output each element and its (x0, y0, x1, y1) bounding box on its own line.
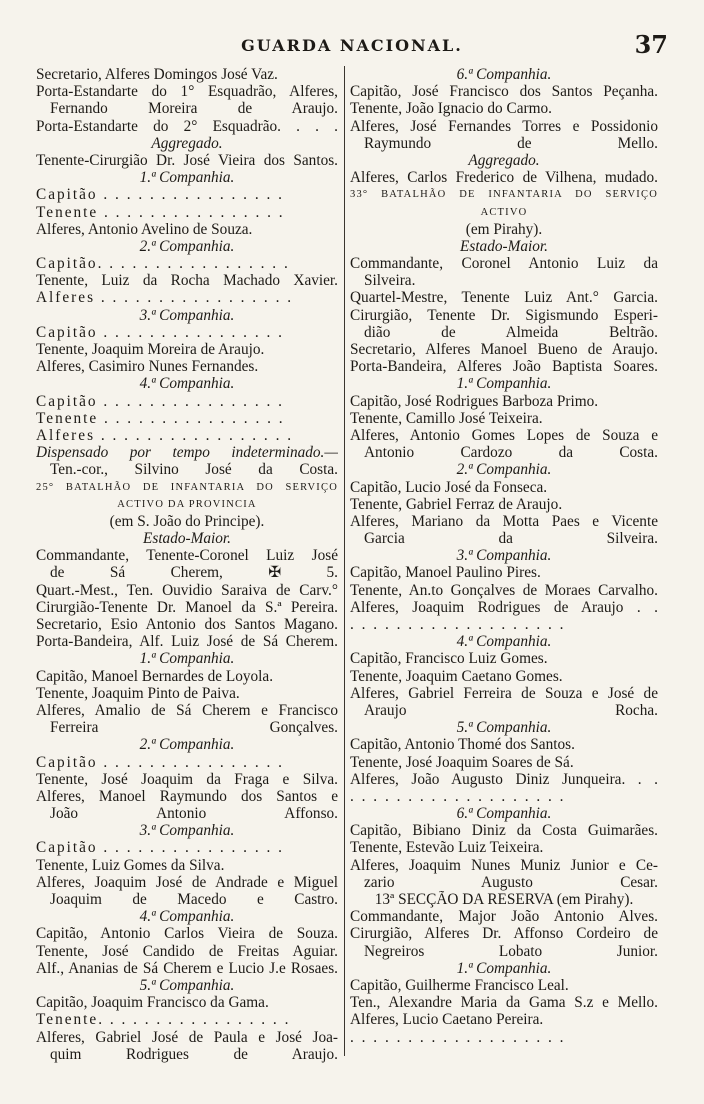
text-line: Alferes, Antonio Avelino de Souza. (36, 220, 253, 238)
text-line: Tenente . . . . . . . . . . . . . . . . (36, 409, 285, 427)
text-line: Raymundo de Mello. (364, 134, 658, 152)
text-line: Capitão, Lucio José da Fonseca. (350, 478, 548, 496)
text-line: Porta-Estandarte do 1° Esquadrão, Alferes, (36, 83, 338, 101)
text-line: Antonio Cardozo da Costa. (364, 444, 658, 462)
text-line: Tenente . . . . . . . . . . . . . . . . (36, 203, 285, 221)
text-line: Capitão, Manoel Bernardes de Loyola. (36, 667, 274, 685)
text-line: Tenente, José Candido de Freitas Aguiar. (36, 942, 338, 960)
text-line: Tenente, Joaquim Moreira de Araujo. (36, 341, 265, 358)
section-heading: 1.ª Companhia. (139, 650, 235, 668)
text-line: Capitão. . . . . . . . . . . . . . . . . (36, 255, 290, 273)
section-heading: 3.ª Companhia. (139, 306, 235, 324)
text-line: Ten., Alexandre Maria da Gama S.z e Mello. (350, 994, 658, 1012)
text-line: 33° BATALHÃO DE INFANTARIA DO SERVIÇO (350, 189, 658, 201)
text-line: Alferes, Antonio Gomes Lopes de Souza e (350, 426, 658, 444)
text-line: Alferes, João Augusto Diniz Junqueira. . . (350, 770, 658, 788)
text-line: Tenente. . . . . . . . . . . . . . . . . (36, 1011, 291, 1029)
section-heading: 1.ª Companhia. (456, 375, 552, 393)
text-line: Silveira. (364, 272, 416, 290)
text-line: Quartel-Mestre, Tenente Luiz Ant.° Garcia. (350, 289, 658, 307)
text-line: (em Pirahy). (465, 220, 543, 238)
text-line: Cirurgião, Alferes Dr. Affonso Cordeiro de (350, 925, 658, 943)
text-line: Tenente, João Ignacio do Carmo. (350, 100, 552, 118)
text-line: Capitão . . . . . . . . . . . . . . . . (36, 323, 284, 341)
section-heading: 2.ª Companhia. (139, 736, 235, 754)
text-line: 25° BATALHÃO DE INFANTARIA DO SERVIÇO (36, 481, 338, 493)
section-heading: Aggregado. (151, 134, 223, 152)
running-head: GUARDA NACIONAL. (241, 36, 463, 55)
text-line: (em S. João do Principe). (109, 512, 265, 530)
text-line: Alferes, Amalio de Sá Cherem e Francisco (36, 701, 338, 719)
text-line: Joaquim de Macedo e Castro. (50, 891, 338, 908)
text-line: Cirurgião, Tenente Dr. Sigismundo Esperi- (350, 306, 658, 324)
text-line: de Sá Cherem, ✠ 5. (50, 564, 338, 582)
text-line: Commandante, Coronel Antonio Luiz da (350, 255, 658, 273)
text-line: Alferes, Manoel Raymundo dos Santos e (36, 787, 338, 805)
text-line: Alferes, Gabriel Ferreira de Souza e José de (350, 684, 658, 702)
text-line: Capitão . . . . . . . . . . . . . . . . (36, 753, 284, 771)
section-heading: 6.ª Companhia. (456, 805, 552, 823)
text-line: Tenente, Luiz Gomes da Silva. (36, 856, 225, 874)
text-line: Capitão, Bibiano Diniz da Costa Guimarães. (350, 822, 658, 840)
column-divider (344, 66, 345, 1056)
text-line: Capitão, José Rodrigues Barboza Primo. (350, 392, 599, 410)
text-line: Capitão . . . . . . . . . . . . . . . . (36, 392, 284, 410)
section-heading: 1.ª Companhia. (456, 959, 552, 977)
left-column (36, 66, 338, 1063)
text-line: . . . . . . . . . . . . . . . . . . . (350, 787, 566, 805)
text-line: Secretario, Alferes Manoel Bueno de Araujo. (350, 341, 658, 358)
text-line: Porta-Estandarte do 2° Esquadrão. . . . (36, 117, 338, 135)
text-line: Alferes, Mariano da Motta Paes e Vicente (350, 512, 658, 530)
page-number: 37 (634, 30, 668, 59)
text-line: Capitão . . . . . . . . . . . . . . . . (36, 839, 284, 857)
section-heading: 3.ª Companhia. (139, 822, 235, 840)
text-line: ACTIVO (480, 206, 528, 218)
text-line: 13ª SECÇÃO DA RESERVA (em Pirahy). (374, 891, 634, 908)
text-line: Negreiros Lobato Junior. (364, 942, 658, 960)
text-line: Capitão, José Francisco dos Santos Peçanha. (350, 83, 658, 101)
section-heading: 4.ª Companhia. (139, 375, 235, 393)
section-heading: Aggregado. (468, 151, 540, 169)
text-line: Tenente-Cirurgião Dr. José Vieira dos Santos. (36, 151, 338, 169)
text-line: . . . . . . . . . . . . . . . . . . . (350, 616, 566, 633)
text-line: Ten.-cor., Silvino José da Costa. (50, 461, 338, 479)
text-line: Secretario, Esio Antonio dos Santos Magano. (36, 616, 338, 633)
section-heading: 6.ª Companhia. (456, 66, 552, 83)
text-line: . . . . . . . . . . . . . . . . . . . (350, 1028, 566, 1046)
text-line: Porta-Bandeira, Alferes João Baptista Soares. (350, 358, 658, 376)
text-line: Alferes, Gabriel José de Paula e José Joa- (36, 1028, 338, 1046)
section-heading: 2.ª Companhia. (456, 461, 552, 479)
text-line: Alferes . . . . . . . . . . . . . . . . . (36, 426, 294, 444)
section-heading: 3.ª Companhia. (456, 547, 552, 565)
section-heading: 4.ª Companhia. (456, 633, 552, 651)
text-line: Tenente, Joaquim Pinto de Paiva. (36, 684, 240, 702)
text-line: Alferes, Carlos Frederico de Vilhena, mudado. (350, 169, 658, 187)
text-line: Capitão . . . . . . . . . . . . . . . . (36, 186, 284, 204)
text-line: Fernando Moreira de Araujo. (50, 100, 338, 118)
text-line: Alferes, José Fernandes Torres e Possidonio (350, 117, 658, 135)
text-line: ACTIVO DA PROVINCIA (117, 498, 257, 510)
text-line: Dispensado por tempo indeterminado.— (36, 444, 338, 462)
section-heading: Estado-Maior. (143, 530, 231, 548)
section-heading: Estado-Maior. (460, 237, 548, 255)
section-heading: 5.ª Companhia. (139, 976, 235, 994)
text-line: Capitão, Joaquim Francisco da Gama. (36, 994, 269, 1012)
text-line: Tenente, Gabriel Ferraz de Araujo. (350, 495, 563, 513)
text-line: Porta-Bandeira, Alf. Luiz José de Sá Cherem. (36, 633, 338, 651)
text-line: Secretario, Alferes Domingos José Vaz. (36, 66, 278, 83)
text-line: João Antonio Affonso. (50, 805, 338, 823)
section-heading: 1.ª Companhia. (139, 169, 235, 187)
text-line: Ferreira Gonçalves. (50, 719, 338, 737)
text-line: quim Rodrigues de Araujo. (50, 1045, 338, 1063)
text-line: Alferes, Joaquim Rodrigues de Araujo . . (350, 598, 658, 616)
text-line: Alferes, Joaquim José de Andrade e Miguel (36, 873, 338, 891)
text-line: Alferes . . . . . . . . . . . . . . . . . (36, 289, 294, 307)
text-line: dião de Almeida Beltrão. (364, 323, 658, 341)
text-line: Tenente, Estevão Luiz Teixeira. (350, 839, 544, 857)
text-line: Capitão, Antonio Carlos Vieira de Souza. (36, 925, 338, 943)
text-line: Alferes, Joaquim Nunes Muniz Junior e Ce- (350, 856, 658, 874)
text-line: Tenente, José Joaquim da Fraga e Silva. (36, 770, 338, 788)
text-line: Capitão, Manoel Paulino Pires. (350, 564, 541, 582)
text-line: Commandante, Tenente-Coronel Luiz José (36, 547, 338, 565)
text-line: Garcia da Silveira. (364, 530, 658, 548)
section-heading: 5.ª Companhia. (456, 719, 552, 737)
section-heading: 4.ª Companhia. (139, 908, 235, 926)
text-line: Alferes, Lucio Caetano Pereira. (350, 1011, 544, 1029)
text-line: Capitão, Francisco Luiz Gomes. (350, 650, 548, 668)
text-line: Capitão, Antonio Thomé dos Santos. (350, 736, 575, 754)
right-column (350, 66, 658, 1046)
text-line: Tenente, Joaquim Caetano Gomes. (350, 667, 563, 685)
page-header (0, 30, 704, 60)
text-line: Araujo Rocha. (364, 701, 658, 719)
text-line: Tenente, An.to Gonçalves de Moraes Carvalho. (350, 581, 658, 599)
text-line: zario Augusto Cesar. (364, 873, 658, 891)
text-line: Alf., Ananias de Sá Cherem e Lucio J.e Rosaes. (36, 959, 338, 977)
text-line: Cirurgião-Tenente Dr. Manoel da S.ª Pereira. (36, 598, 338, 616)
text-line: Tenente, Camillo José Teixeira. (350, 409, 543, 427)
section-heading: 2.ª Companhia. (139, 237, 235, 255)
text-line: Quart.-Mest., Ten. Ouvidio Saraiva de Carv.° (36, 581, 338, 599)
text-line: Alferes, Casimiro Nunes Fernandes. (36, 358, 259, 376)
text-line: Capitão, Guilherme Francisco Leal. (350, 976, 569, 994)
text-line: Commandante, Major João Antonio Alves. (350, 908, 658, 926)
text-line: Tenente, Luiz da Rocha Machado Xavier. (36, 272, 338, 290)
text-line: Tenente, José Joaquim Soares de Sá. (350, 753, 574, 771)
